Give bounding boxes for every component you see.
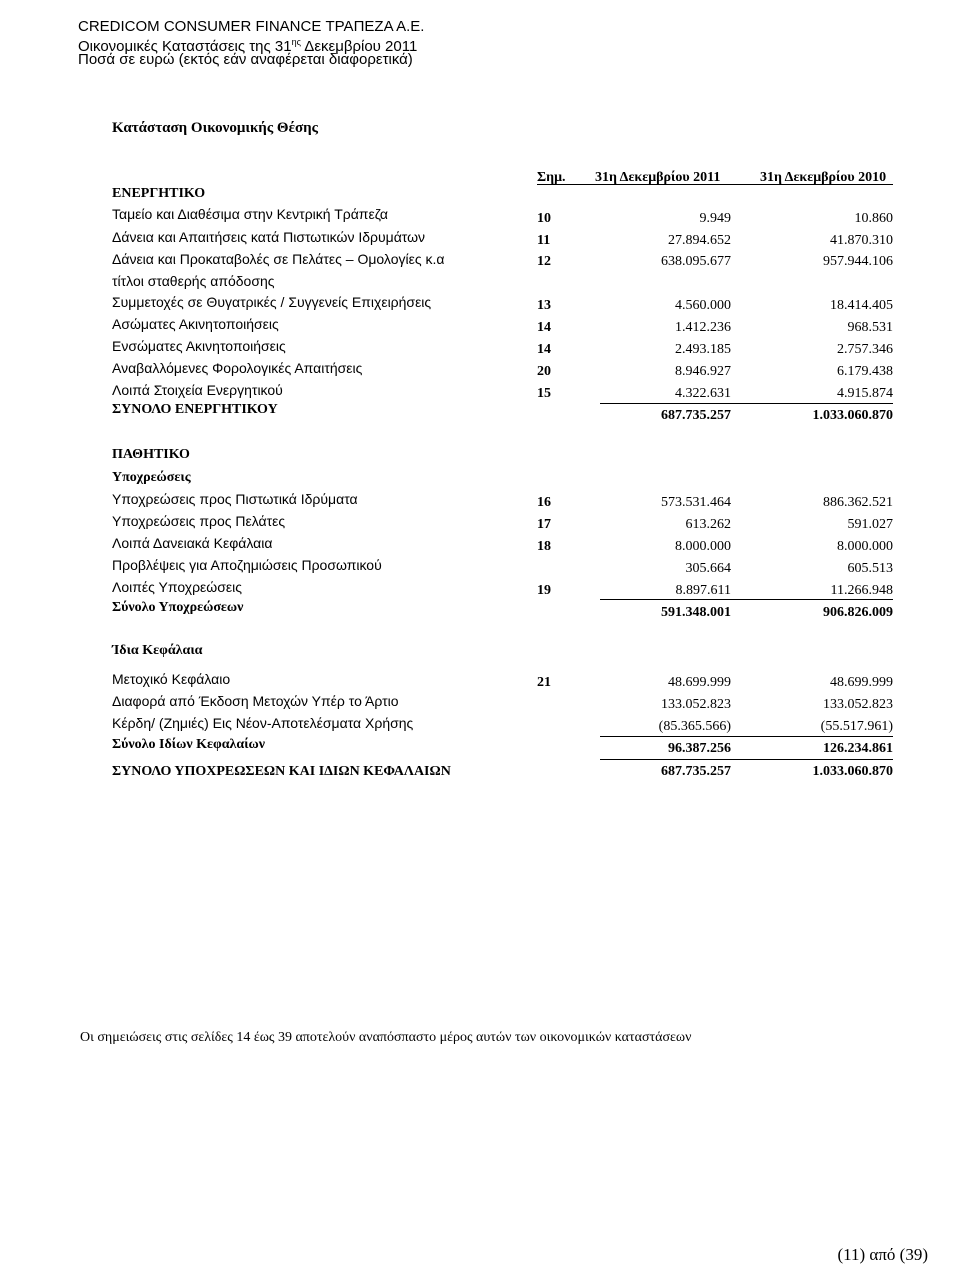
- liability-label: Λοιπά Δανειακά Κεφάλαια: [112, 535, 273, 551]
- equity-total-2010: 126.234.861: [823, 741, 893, 756]
- statements-sup: ης: [291, 37, 301, 47]
- asset-value-2010: 6.179.438: [837, 364, 893, 379]
- grand-total-rule: [600, 759, 893, 760]
- liability-value-2010: 605.513: [847, 561, 893, 576]
- statements-suffix: Δεκεμβρίου 2011: [304, 38, 418, 55]
- equity-heading: Ίδια Κεφάλαια: [112, 643, 203, 658]
- company-name: CREDICOM CONSUMER FINANCE ΤΡΑΠΕΖΑ Α.Ε.: [78, 18, 425, 35]
- subtotal-rule: [600, 403, 893, 404]
- liabilities-total-2010: 906.826.009: [823, 605, 893, 620]
- assets-total-2010: 1.033.060.870: [812, 408, 893, 423]
- equity-value-2011: 48.699.999: [668, 675, 731, 690]
- liability-label: Υποχρεώσεις προς Πελάτες: [112, 513, 286, 529]
- statement-title: Κατάσταση Οικονομικής Θέσης: [112, 120, 318, 136]
- equity-label: Κέρδη/ (Ζημιές) Εις Νέον-Αποτελέσματα Χρήσης: [112, 715, 414, 731]
- liability-value-2011: 8.000.000: [675, 539, 731, 554]
- liability-value-2010: 11.266.948: [830, 583, 893, 598]
- liabilities-total-2011: 591.348.001: [661, 605, 731, 620]
- year-2011-column-header: 31η Δεκεμβρίου 2011: [595, 170, 721, 185]
- asset-label: Ενσώματες Ακινητοποιήσεις: [112, 338, 286, 354]
- equity-total-2011: 96.387.256: [668, 741, 731, 756]
- asset-value-2011: 9.949: [699, 211, 731, 226]
- asset-label: Ασώματες Ακινητοποιήσεις: [112, 316, 279, 332]
- note-column-header: Σημ.: [537, 170, 566, 185]
- liability-note: 19: [537, 583, 551, 598]
- asset-note: 11: [537, 233, 551, 248]
- liability-note: 16: [537, 495, 551, 510]
- grand-total-2010: 1.033.060.870: [812, 764, 893, 779]
- column-header-underline: [537, 184, 893, 185]
- assets-total-2011: 687.735.257: [661, 408, 731, 423]
- asset-note: 14: [537, 320, 551, 335]
- liability-label: Υποχρεώσεις προς Πιστωτικά Ιδρύματα: [112, 491, 358, 507]
- grand-total-label: ΣΥΝΟΛΟ ΥΠΟΧΡΕΩΣΕΩΝ ΚΑΙ ΙΔΙΩΝ ΚΕΦΑΛΑΙΩΝ: [112, 764, 451, 779]
- liabilities-heading: ΠΑΘΗΤΙΚΟ: [112, 447, 190, 462]
- year-2010-column-header: 31η Δεκεμβρίου 2010: [760, 170, 887, 185]
- currency-note: Ποσά σε ευρώ (εκτός εάν αναφέρεται διαφορετικά): [78, 51, 413, 68]
- equity-label: Διαφορά από Έκδοση Μετοχών Υπέρ το Άρτιο: [112, 693, 399, 709]
- asset-note: 10: [537, 211, 551, 226]
- asset-value-2010: 4.915.874: [837, 386, 893, 401]
- asset-label: Αναβαλλόμενες Φορολογικές Απαιτήσεις: [112, 360, 363, 376]
- asset-value-2011: 4.322.631: [675, 386, 731, 401]
- subtotal-rule: [600, 736, 893, 737]
- liability-value-2010: 8.000.000: [837, 539, 893, 554]
- page-number: (11) από (39): [837, 1245, 928, 1264]
- asset-note: 12: [537, 254, 551, 269]
- asset-value-2011: 8.946.927: [675, 364, 731, 379]
- asset-value-2010: 968.531: [847, 320, 893, 335]
- assets-total-label: ΣΥΝΟΛΟ ΕΝΕΡΓΗΤΙΚΟΥ: [112, 402, 278, 417]
- asset-value-2010: 41.870.310: [830, 233, 893, 248]
- liability-value-2010: 591.027: [847, 517, 893, 532]
- liability-label: Προβλέψεις για Αποζημιώσεις Προσωπικού: [112, 557, 382, 573]
- liability-label: Λοιπές Υποχρεώσεις: [112, 579, 242, 595]
- asset-value-2010: 2.757.346: [837, 342, 893, 357]
- asset-note: 13: [537, 298, 551, 313]
- asset-label: Δάνεια και Προκαταβολές σε Πελάτες – Ομολογίες κ.α: [112, 251, 445, 267]
- subtotal-rule: [600, 599, 893, 600]
- asset-value-2010: 18.414.405: [830, 298, 893, 313]
- asset-label: Συμμετοχές σε Θυγατρικές / Συγγενείς Επιχειρήσεις: [112, 294, 432, 310]
- liabilities-subheading: Υποχρεώσεις: [112, 470, 191, 485]
- liability-note: 17: [537, 517, 551, 532]
- grand-total-2011: 687.735.257: [661, 764, 731, 779]
- asset-value-2011: 638.095.677: [661, 254, 731, 269]
- statements-prefix: Οικονομικές Καταστάσεις της 31: [78, 38, 292, 55]
- equity-total-label: Σύνολο Ιδίων Κεφαλαίων: [112, 737, 266, 752]
- asset-note: 15: [537, 386, 551, 401]
- equity-label: Μετοχικό Κεφάλαιο: [112, 671, 231, 687]
- asset-value-2011: 2.493.185: [675, 342, 731, 357]
- equity-note: 21: [537, 675, 551, 690]
- liability-value-2010: 886.362.521: [823, 495, 893, 510]
- equity-value-2011: (85.365.566): [658, 719, 731, 734]
- asset-label: Δάνεια και Απαιτήσεις κατά Πιστωτικών Ιδρυμάτων: [112, 229, 426, 245]
- asset-value-2011: 4.560.000: [675, 298, 731, 313]
- equity-value-2010: 133.052.823: [823, 697, 893, 712]
- asset-label: τίτλοι σταθερής απόδοσης: [112, 273, 275, 289]
- footer-note: Οι σημειώσεις στις σελίδες 14 έως 39 αποτελούν αναπόσπαστο μέρος αυτών των οικονομικών καταστάσεων: [80, 1030, 692, 1045]
- equity-value-2010: 48.699.999: [830, 675, 893, 690]
- asset-value-2010: 10.860: [854, 211, 893, 226]
- liability-value-2011: 305.664: [685, 561, 731, 576]
- asset-label: Ταμείο και Διαθέσιμα στην Κεντρική Τράπεζα: [112, 206, 389, 222]
- asset-note: 14: [537, 342, 551, 357]
- asset-label: Λοιπά Στοιχεία Ενεργητικού: [112, 382, 283, 398]
- liability-value-2011: 573.531.464: [661, 495, 731, 510]
- asset-value-2011: 27.894.652: [668, 233, 731, 248]
- asset-value-2011: 1.412.236: [675, 320, 731, 335]
- asset-note: 20: [537, 364, 551, 379]
- assets-heading: ΕΝΕΡΓΗΤΙΚΟ: [112, 186, 206, 201]
- asset-value-2010: 957.944.106: [823, 254, 893, 269]
- liability-value-2011: 613.262: [685, 517, 731, 532]
- liability-note: 18: [537, 539, 551, 554]
- liability-value-2011: 8.897.611: [675, 583, 731, 598]
- equity-value-2010: (55.517.961): [820, 719, 893, 734]
- liabilities-total-label: Σύνολο Υποχρεώσεων: [112, 600, 244, 615]
- equity-value-2011: 133.052.823: [661, 697, 731, 712]
